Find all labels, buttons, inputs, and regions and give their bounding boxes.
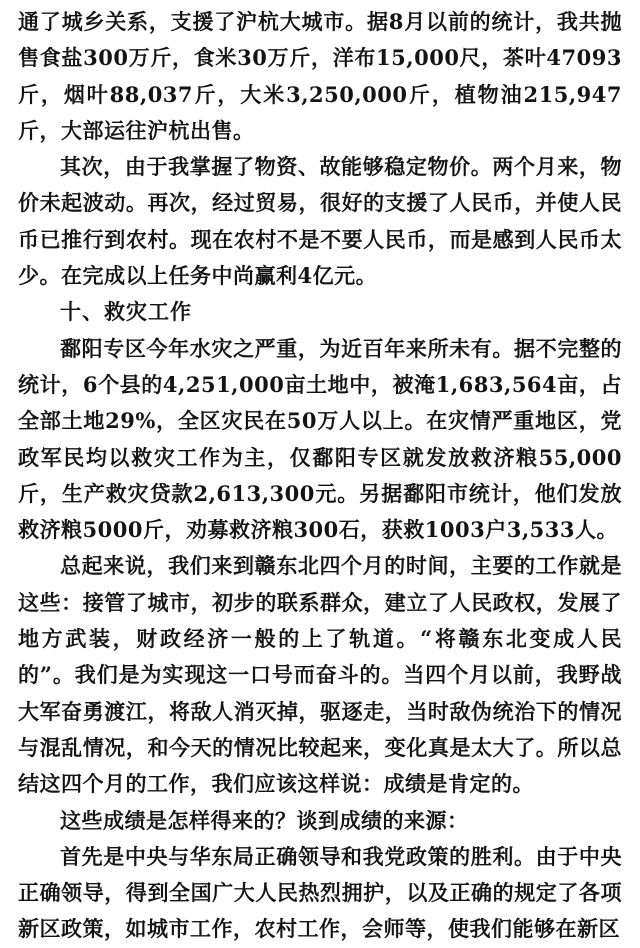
paragraph-3: 鄱阳专区今年水灾之严重，为近百年来所未有。据不完整的统计，6个县的4,251,000亩土地中，被淹1,683,564亩，占全部土地29%，全区灾民在50万人以上。在灾情严重地区，党政军民均以救灾工作为主，仅鄱阳专区就发放救济粮55,000斤，生产救灾贷款2,613,300元。另据鄱阳市统计，他们发放救济粮5000斤，劝募救济粮300石，获救1003户3,533人。: [18, 335, 622, 543]
paragraph-4: 总起来说，我们来到赣东北四个月的时间，主要的工作就是这些：接管了城市，初步的联系群众，建立了人民政权，发展了地方武装，财政经济一般的上了轨道。“将赣东北变成人民的”。我们是为实现这一口号而奋斗的。当四个月以前，我野战大军奋勇渡江，将敌人消灭掉，驱逐走，当时敌伪统治下的情况与混乱情况，和今天的情况比较起来，变化真是太大了。所以总结这四个月的工作，我们应该这样说：成绩是肯定的。: [18, 553, 622, 797]
paragraph-6: 首先是中央与华东局正确领导和我党政策的胜利。由于中央正确领导，得到全国广大人民热烈拥护，以及正确的规定了各项新区政策，如城市工作，农村工作，会师等，使我们能够在新区: [18, 843, 622, 942]
paragraph-5: 这些成绩是怎样得来的？谈到成绩的来源：: [60, 807, 469, 833]
section-heading: 十、救灾工作: [60, 299, 192, 325]
paragraph-1: 通了城乡关系，支援了沪杭大城市。据8月以前的统计，我共抛售食盐300万斤，食米30万斤，洋布15,000尺，茶叶47093斤，烟叶88,037斤，大米3,250,000斤，植物油215,947斤，大部运往沪杭出售。: [18, 9, 622, 143]
paragraph-2: 其次，由于我掌握了物资、故能够稳定物价。两个月来，物价未起波动。再次，经过贸易，很好的支援了人民币，并使人民币已推行到农村。现在农村不是不要人民币，而是感到人民币太少。在完成以上任务中尚赢利4亿元。: [18, 154, 622, 289]
